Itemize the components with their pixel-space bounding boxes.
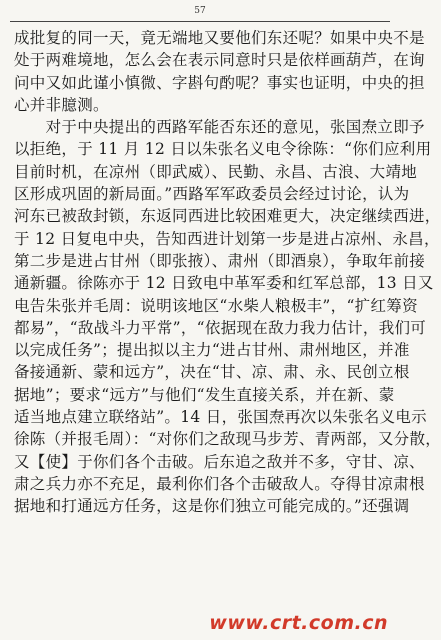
- text-line: 河东已被敌封锁，东返同西进比较困难更大，决定继续西进，: [14, 207, 441, 226]
- text-line: 问中又如此谨小慎微、字斟句酌呢？事实也证明，中央的担: [14, 73, 425, 92]
- text-line: 处于两难境地，怎么会在表示同意时只是依样画葫芦，在询: [14, 51, 425, 70]
- text-line: 备接通新、蒙和远方”，决在“甘、凉、肃、永、民创立根: [14, 363, 410, 382]
- text-line: 据地”；要求“远方”与他们“发生直接关系，并在新、蒙: [14, 385, 395, 404]
- watermark-logo: www.crt.com.cn: [209, 612, 388, 634]
- body-text: [14, 27, 441, 518]
- page-number: 57: [194, 6, 206, 16]
- text-line: 肃之兵力亦不充足，最利你们各个击破敌人。夺得甘凉肃根: [14, 474, 425, 493]
- text-line: 都易”，“敌战斗力平常”，“依据现在敌力我力估计，我们可: [14, 318, 427, 337]
- text-line: 心并非臆测。: [14, 95, 109, 114]
- text-line: 于 12 日复电中央，告知西进计划第一步是进占凉州、永昌，: [14, 229, 440, 248]
- text-line: 电告朱张并毛周：说明该地区“水柴人粮极丰”，“扩红筹资: [14, 296, 418, 315]
- text-line: 成批复的同一天，竟无端地又要他们东还呢？如果中央不是: [14, 29, 425, 47]
- text-line: 以拒绝，于 11 月 12 日以朱张名义电令徐陈：“你们应利用: [14, 140, 432, 159]
- text-line: 徐陈（并报毛周）：“对你们之敌现马步芳、青两部，又分散，: [14, 430, 441, 449]
- text-line: 第二步是进占甘州（即张掖）、肃州（即酒泉），争取年前接: [14, 251, 426, 270]
- text-line: 以完成任务”；提出拟以主力“进占甘州、肃州地区，并准: [14, 341, 410, 360]
- text-line: 对于中央提出的西路军能否东还的意见，张国焘立即予: [14, 118, 425, 137]
- text-line: 区形成巩固的新局面。”西路军军政委员会经过讨论，认为: [14, 185, 410, 204]
- text-line: 适当地点建立联络站”。14 日，张国焘再次以朱张名义电示: [14, 408, 427, 427]
- header-rule: [10, 21, 390, 22]
- text-line: 又【使】于你们各个击破。后东追之敌并不多，守甘、凉、: [14, 452, 425, 471]
- text-line: 通新疆。徐陈亦于 12 日致电中革军委和红军总部，13 日又: [14, 274, 434, 293]
- text-line: 目前时机，在凉州（即武威）、民勤、永昌、古浪、大靖地: [14, 162, 418, 181]
- text-line: 据地和打通远方任务，这是你们独立可能完成的。”还强调: [14, 497, 410, 516]
